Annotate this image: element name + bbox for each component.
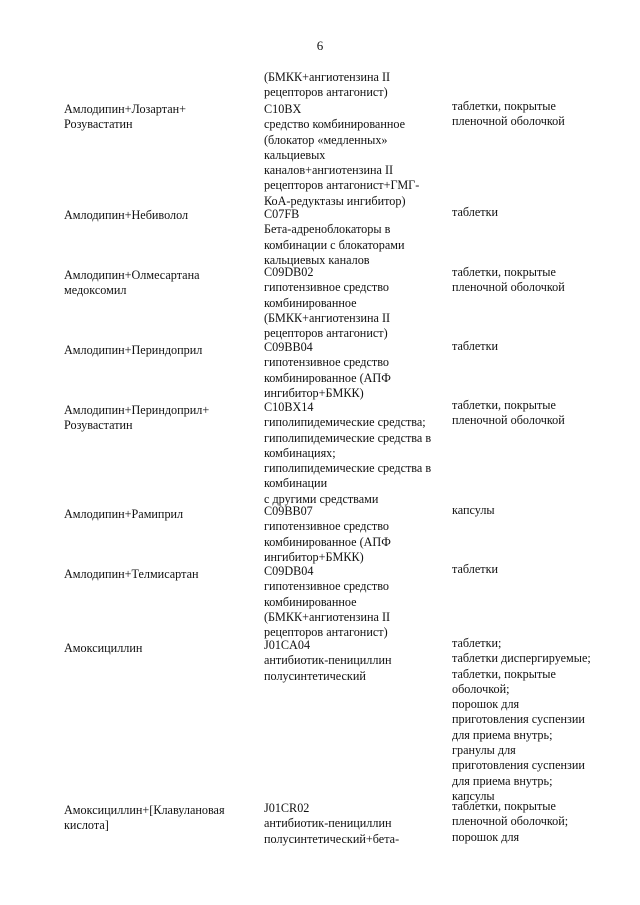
- row-6-form: капсулы: [452, 503, 495, 517]
- row-4-atc: C09BB04 гипотензивное средство комбинированное (АПФ ингибитор+БМКК): [264, 340, 391, 400]
- row-4-form: таблетки: [452, 339, 499, 353]
- row-2-atc: C07FB Бета-адреноблокаторы в комбинации с блокаторами кальциевых каналов: [264, 207, 405, 267]
- row-6-drug: Амлодипин+Рамиприл: [64, 507, 184, 521]
- row-7-form: таблетки: [452, 562, 499, 576]
- row-0-atc: (БМКК+ангиотензина II рецепторов антагонист): [264, 70, 391, 100]
- row-5-drug: Амлодипин+Периндоприл+ Розувастатин: [64, 403, 210, 433]
- row-3-drug: Амлодипин+Олмесартана медоксомил: [64, 268, 200, 298]
- page-number: 6: [316, 38, 324, 53]
- row-3-atc: C09DB02 гипотензивное средство комбинированное (БМКК+ангиотензина II рецепторов антагонист): [264, 265, 391, 341]
- row-9-form: таблетки, покрытые пленочной оболочкой; порошок для: [452, 799, 569, 844]
- row-1-drug: Амлодипин+Лозартан+ Розувастатин: [64, 102, 186, 132]
- row-5-form: таблетки, покрытые пленочной оболочкой: [452, 398, 565, 428]
- row-8-form: таблетки; таблетки диспергируемые; таблетки, покрытые оболочкой; порошок для приготовления суспензии для приема внутрь; гранулы для приготовления суспензии для приема внутрь; капсулы: [452, 636, 591, 803]
- row-2-drug: Амлодипин+Небиволол: [64, 208, 189, 222]
- row-8-atc: J01CA04 антибиотик-пенициллин полусинтетический: [264, 638, 392, 683]
- row-7-atc: C09DB04 гипотензивное средство комбинированное (БМКК+ангиотензина II рецепторов антагонист): [264, 564, 391, 640]
- row-3-form: таблетки, покрытые пленочной оболочкой: [452, 265, 565, 295]
- row-5-atc: C10BX14 гиполипидемические средства; гиполипидемические средства в комбинациях; гиполипидемические средства в комбинации с другими средствами: [264, 400, 432, 506]
- row-9-atc: J01CR02 антибиотик-пенициллин полусинтетический+бета-: [264, 801, 400, 846]
- row-7-drug: Амлодипин+Телмисартан: [64, 567, 199, 581]
- row-8-drug: Амоксициллин: [64, 641, 143, 655]
- row-6-atc: C09BB07 гипотензивное средство комбинированное (АПФ ингибитор+БМКК): [264, 504, 391, 564]
- row-9-drug: Амоксициллин+[Клавулановая кислота]: [64, 803, 225, 833]
- row-1-atc: C10BX средство комбинированное (блокатор «медленных» кальциевых каналов+ангиотензина II рецепторов антагонист+ГМГ- КоА-редуктазы ингибитор): [264, 102, 420, 208]
- row-1-form: таблетки, покрытые пленочной оболочкой: [452, 99, 565, 129]
- row-2-form: таблетки: [452, 205, 499, 219]
- row-4-drug: Амлодипин+Периндоприл: [64, 343, 203, 357]
